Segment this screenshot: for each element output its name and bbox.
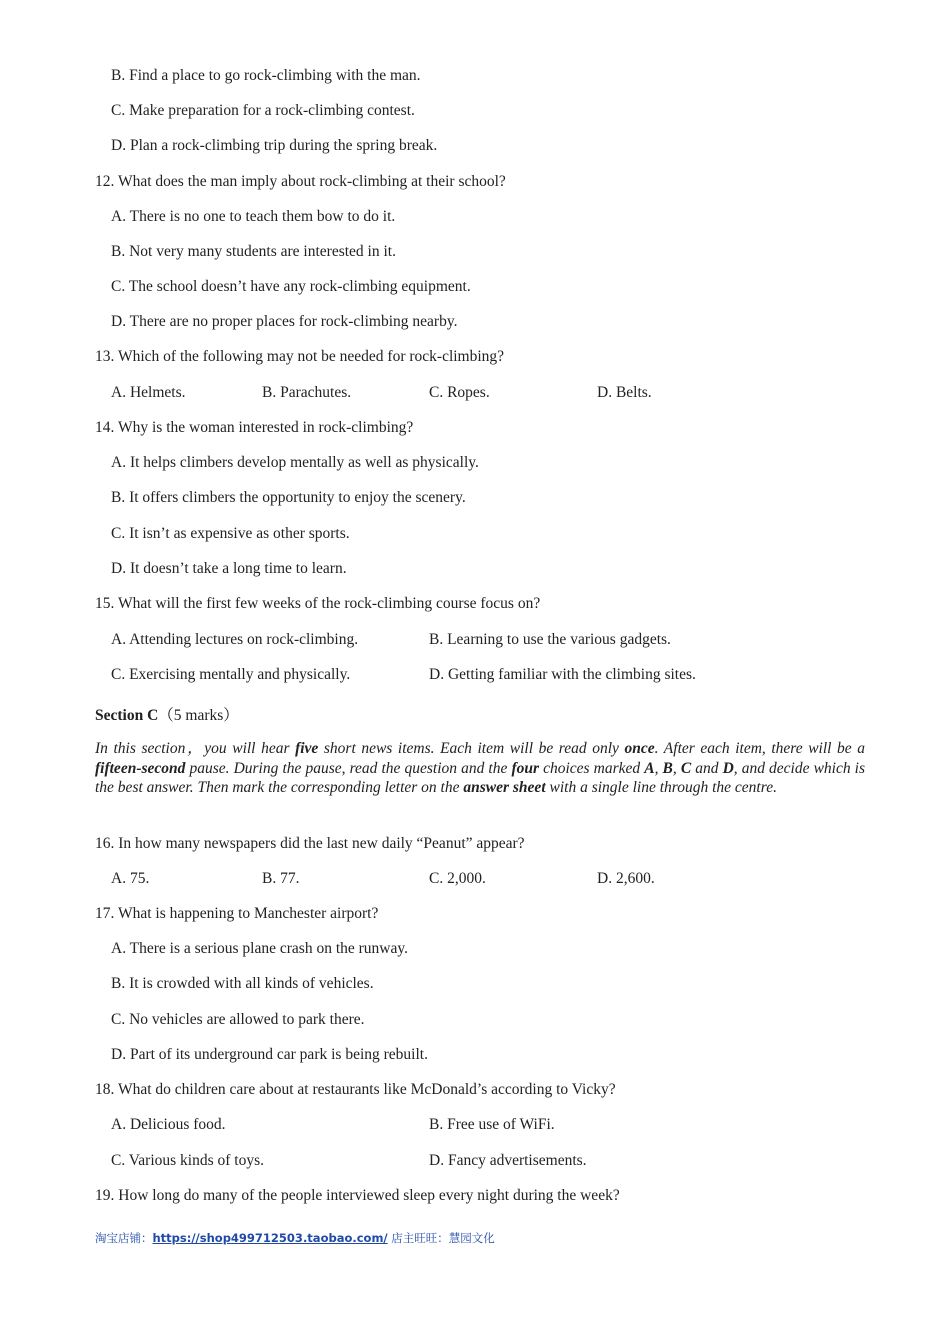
option-13b: B. Parachutes. [262, 384, 352, 401]
option-15c: C. Exercising mentally and physically. [111, 666, 351, 683]
footer-shop-info [95, 1230, 495, 1246]
option-12a: A. There is no one to teach them bow to do it. [111, 208, 396, 225]
instr-text: . After each item, there will be a [654, 740, 865, 757]
instr-bold: five [295, 740, 319, 757]
option-17b: B. It is crowded with all kinds of vehicles. [111, 975, 374, 992]
instr-text: with a single line through the centre. [545, 779, 777, 796]
instr-bold: B [662, 759, 673, 777]
option-11b: B. Find a place to go rock-climbing with the man. [111, 67, 421, 84]
instr-bold: C [680, 759, 692, 777]
instr-bold: four [511, 759, 540, 777]
option-12c: C. The school doesn’t have any rock-climbing equipment. [111, 278, 471, 295]
instr-bold: fifteen-second [95, 759, 186, 777]
section-c-title: Section C [95, 707, 159, 724]
option-14c: C. It isn’t as expensive as other sports. [111, 525, 350, 542]
option-11c: C. Make preparation for a rock-climbing contest. [111, 102, 415, 119]
option-17a: A. There is a serious plane crash on the runway. [111, 940, 408, 957]
instr-bold: A [644, 759, 655, 777]
option-17c: C. No vehicles are allowed to park there. [111, 1011, 365, 1028]
option-11d: D. Plan a rock-climbing trip during the spring break. [111, 137, 438, 154]
option-13d: D. Belts. [597, 384, 652, 401]
option-17d: D. Part of its underground car park is being rebuilt. [111, 1046, 428, 1063]
instr-bold: D [722, 759, 734, 777]
instr-text: , and decide which is the best answer. Then mark the corresponding letter on the [95, 759, 866, 796]
option-18b: B. Free use of WiFi. [429, 1116, 555, 1133]
instr-text: In this section，you will hear [95, 740, 296, 757]
instr-bold: answer sheet [463, 779, 546, 796]
option-13c: C. Ropes. [429, 384, 490, 401]
question-19: 19. How long do many of the people interviewed sleep every night during the week? [95, 1187, 620, 1204]
option-18c: C. Various kinds of toys. [111, 1152, 265, 1169]
footer-suffix: 店主旺旺：慧园文化 [387, 1231, 495, 1245]
option-16a: A. 75. [111, 870, 150, 887]
section-c-heading [95, 703, 239, 725]
instr-text: , [654, 759, 663, 777]
instr-text: , [672, 759, 681, 777]
option-14d: D. It doesn’t take a long time to learn. [111, 560, 347, 577]
option-12b: B. Not very many students are interested in it. [111, 243, 396, 260]
footer-prefix: 淘宝店铺： [95, 1231, 153, 1245]
option-14b: B. It offers climbers the opportunity to enjoy the scenery. [111, 489, 466, 506]
option-12d: D. There are no proper places for rock-climbing nearby. [111, 313, 458, 330]
option-15d: D. Getting familiar with the climbing sites. [429, 666, 696, 683]
question-18: 18. What do children care about at restaurants like McDonald’s according to Vicky? [95, 1081, 616, 1098]
option-16b: B. 77. [262, 870, 300, 887]
section-c-marks: （5 marks） [158, 707, 239, 724]
question-16: 16. In how many newspapers did the last new daily “Peanut” appear? [95, 835, 525, 852]
option-15a: A. Attending lectures on rock-climbing. [111, 631, 359, 648]
option-16c: C. 2,000. [429, 870, 486, 887]
instr-text: short news items. Each item will be read only [318, 740, 625, 757]
option-18a: A. Delicious food. [111, 1116, 226, 1133]
option-16d: D. 2,600. [597, 870, 655, 887]
option-14a: A. It helps climbers develop mentally as well as physically. [111, 454, 479, 471]
instr-text: and [691, 759, 723, 777]
question-15: 15. What will the first few weeks of the rock-climbing course focus on? [95, 595, 541, 612]
instr-bold: once [624, 740, 655, 757]
question-17: 17. What is happening to Manchester airport? [95, 905, 379, 922]
instr-text: pause. During the pause, read the question and the [185, 759, 512, 777]
section-c-instructions [95, 739, 865, 798]
option-13a: A. Helmets. [111, 384, 186, 401]
option-15b: B. Learning to use the various gadgets. [429, 631, 671, 648]
shop-link[interactable]: https://shop499712503.taobao.com/ [152, 1231, 388, 1245]
question-14: 14. Why is the woman interested in rock-climbing? [95, 419, 414, 436]
question-13: 13. Which of the following may not be needed for rock-climbing? [95, 348, 505, 365]
question-12: 12. What does the man imply about rock-climbing at their school? [95, 173, 506, 190]
instr-text: choices marked [539, 759, 645, 777]
option-18d: D. Fancy advertisements. [429, 1152, 587, 1169]
